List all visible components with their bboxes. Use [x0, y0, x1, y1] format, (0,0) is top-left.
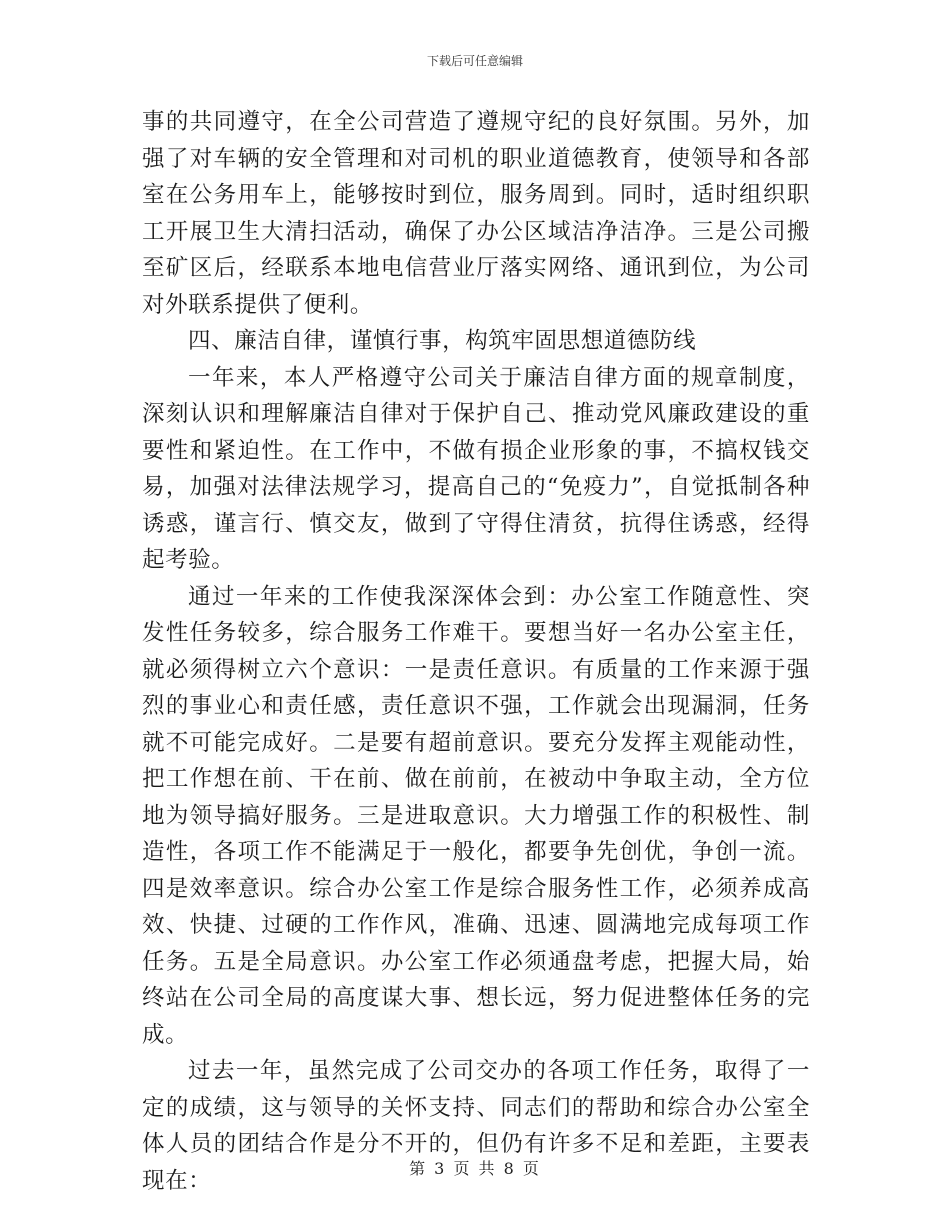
section-heading-4: 四、廉洁自律，谨慎行事，构筑牢固思想道德防线 [188, 328, 697, 354]
paragraph-summary: 过去一年，虽然完成了公司交办的各项工作任务，取得了一定的成绩，这与领导的关怀支持、同志们的帮助和综合办公室全体人员的团结合作是分不开的，但仍有许多不足和差距，主要表现在： [142, 1058, 810, 1194]
header-note: 下载后可任意编辑 [426, 54, 523, 68]
paragraph-1: 事的共同遵守，在全公司营造了遵规守纪的良好氛围。另外，加强了对车辆的安全管理和对司机的职业道德教育，使领导和各部室在公务用车上，能够按时到位，服务周到。同时，适时组织职工开展卫生大清扫活动，确保了办公区域洁净洁净。三是公司搬至矿区后，经联系本地电信营业厅落实网络、通讯到位，为公司对外联系提供了便利。 [142, 109, 810, 318]
page-number-footer: 第 3 页 共 8 页 [409, 1159, 541, 1178]
paragraph-awareness: 通过一年来的工作使我深深体会到：办公室工作随意性、突发性任务较多，综合服务工作难干。要想当好一名办公室主任，就必须得树立六个意识：一是责任意识。有质量的工作来源于强烈的事业心和责任感，责任意识不强，工作就会出现漏洞，任务就不可能完成好。二是要有超前意识。要充分发挥主观能动性，把工作想在前、干在前、做在前前，在被动中争取主动，全方位地为领导搞好服务。三是进取意识。大力增强工作的积极性、制造性，各项工作不能满足于一般化，都要争先创优，争创一流。四是效率意识。综合办公室工作是综合服务性工作，必须养成高效、快捷、过硬的工作作风，准确、迅速、圆满地完成每项工作任务。五是全局意识。办公室工作必须通盘考虑，把握大局，始终站在公司全局的高度谋大事、想长远，努力促进整体任务的完成。 [142, 583, 810, 1048]
document-body [142, 104, 810, 1199]
paragraph-integrity: 一年来，本人严格遵守公司关于廉洁自律方面的规章制度，深刻认识和理解廉洁自律对于保护自己、推动党风廉政建设的重要性和紧迫性。在工作中，不做有损企业形象的事，不搞权钱交易，加强对法律法规学习，提高自己的“免疫力”，自觉抵制各种诱惑，谨言行、慎交友，做到了守得住清贫，抗得住诱惑，经得起考验。 [142, 364, 810, 573]
